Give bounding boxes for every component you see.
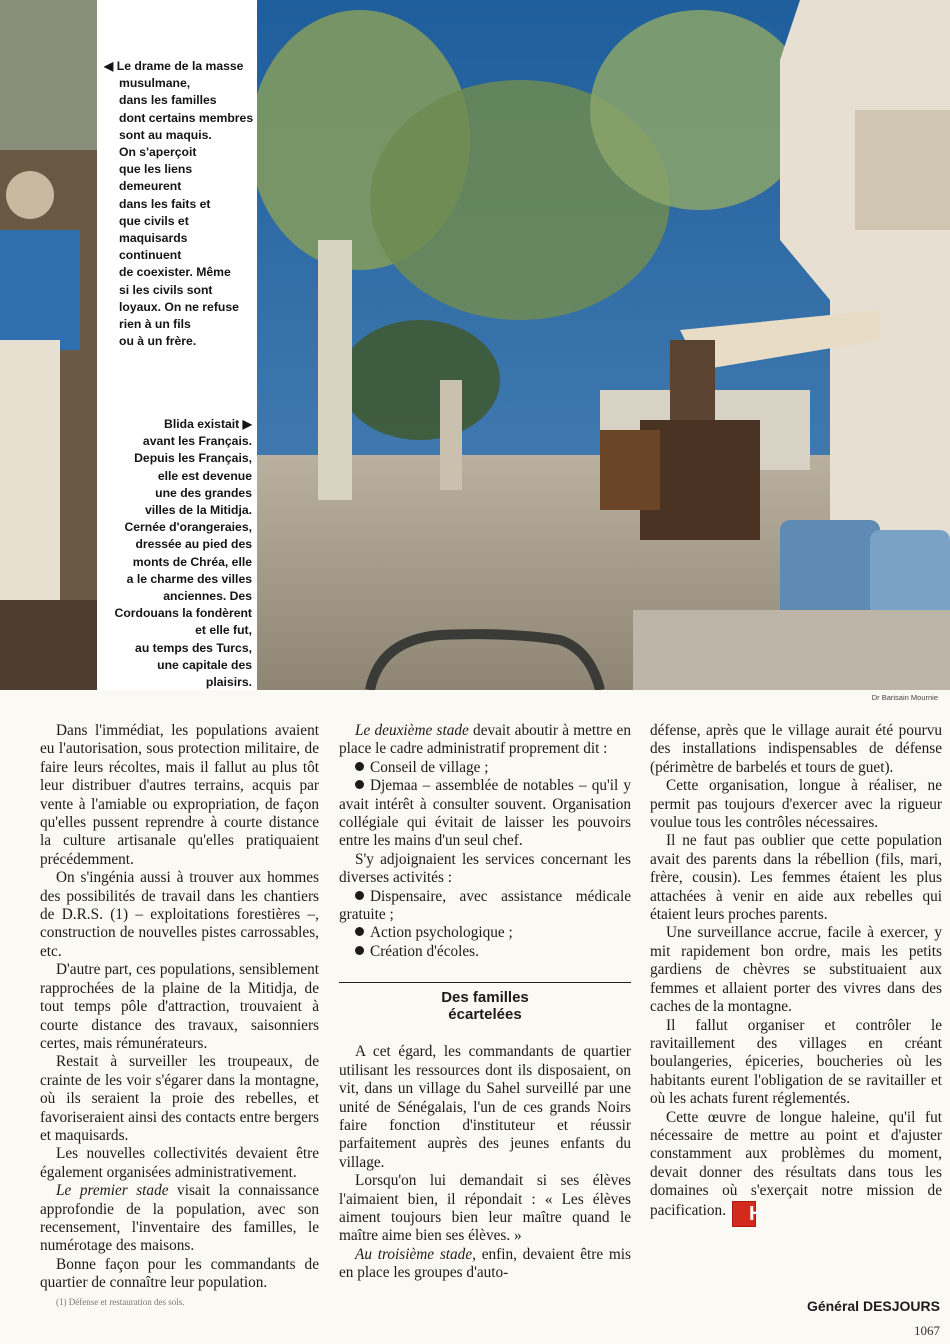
caption-line: musulmane, — [119, 76, 191, 91]
paragraph: Il ne faut pas oublier que cette population avait des parents dans la rébellion (fils, mari, frère, cousin). Les femmes étaient les plus attachées à venir en aide aux rebelles qui étaient leurs proches parents. — [650, 832, 942, 924]
publication-logo: H — [732, 1201, 756, 1227]
paragraph: Cette organisation, longue à réaliser, ne permit pas toujours d'exercer avec la rigueur voulue tous les contrôles nécessaires. — [650, 777, 942, 832]
caption-line: continuent — [119, 248, 182, 263]
bullet-text: Création d'écoles. — [370, 942, 479, 960]
paragraph: défense, après que le village aurait été pourvu des installations indispensables de défense (périmètre de barbelés et tours de guet). — [650, 722, 942, 776]
caption-line: que les liens — [119, 162, 193, 177]
paragraph: Dans l'immédiat, les populations avaient eu l'autorisation, sous protection militaire, de faire leurs récoltes, mais il fallut au plus tôt leur distribuer d'autres terrains, acquis par vente à l'amiable ou expropriation, de façon qu'elles pussent reprendre à courte distance la culture artisanale qu'elles pratiquaient précédemment. — [40, 722, 319, 868]
caption-line: dans les faits et — [119, 196, 211, 211]
section-heading — [339, 982, 631, 1023]
paragraph: A cet égard, les commandants de quartier utilisant les ressources dont ils disposaient, on vit, dans un village du Sahel surveillé par une unité de Sénégalais, l'un de ces grands Noirs faire fonction d'instituteur et réussir parfaitement auprès des jeunes enfants du village. — [339, 1043, 631, 1171]
paragraph-text: Cette œuvre de longue haleine, qu'il fut nécessaire de mettre au point et d'ajuster constamment aux problèmes du moment, devait donner des résultats dans tous les domaines où s'exerçait notre mission de pacification. — [650, 1108, 942, 1219]
caption-line: une des grandes — [155, 485, 252, 500]
photo-credit: Dr Barisain Mournie — [871, 693, 938, 702]
bullet-item — [339, 888, 631, 925]
section-heading-line: écartelées — [448, 1006, 522, 1024]
bullet-text: Conseil de village ; — [370, 758, 489, 776]
caption-line: a le charme des villes — [126, 571, 252, 586]
caption-line: ◀ Le drame de la masse — [104, 59, 244, 73]
caption-line: avant les Français. — [142, 434, 252, 449]
photo-caption-right — [104, 416, 252, 691]
left-arrow-icon: ◀ — [104, 59, 117, 73]
caption-line: et elle fut, — [195, 623, 252, 638]
photo-caption-left — [104, 58, 254, 350]
text-column-1 — [40, 722, 319, 1311]
caption-line: dressée au pied des — [135, 537, 252, 552]
bullet-text: Action psychologique ; — [370, 924, 513, 942]
bullet-item — [339, 943, 631, 961]
paragraph — [339, 1246, 631, 1283]
caption-line: rien à un fils — [119, 317, 191, 332]
bullet-text: Dispensaire, avec assistance médicale gratuite ; — [339, 887, 631, 924]
paragraph-text: visait la connaissance approfondie de la population, avec son recensement, l'inventaire des familles, le numérotage des maisons. — [40, 1182, 319, 1255]
paragraph: Lorsqu'on lui demandait si ses élèves l'aimaient bien, il répondait : « Les élèves aiment toujours bien leur maître quand le maître aime bien ses élèves. » — [339, 1172, 631, 1245]
emphasis: Le premier stade — [56, 1182, 169, 1200]
paragraph: Une surveillance accrue, facile à exercer, y mit rapidement bon ordre, mais les petits gardiens de chèvres se substituaient aux femmes et allaient porter des vivres dans des caches de la montagne. — [650, 924, 942, 1016]
paragraph: S'y adjoignaient les services concernant les diverses activités : — [339, 850, 631, 887]
paragraph: Restait à surveiller les troupeaux, de crainte de les voir s'égarer dans la montagne, où ils seraient la proie des rebelles, et favoriseraient ainsi des contacts entre bergers et maquisards. — [40, 1053, 319, 1144]
caption-line: que civils et maquisards — [119, 213, 189, 246]
caption-line: Depuis les Français, — [134, 451, 252, 466]
paragraph: Il fallut organiser et contrôler le ravitaillement des villages en créant boulangeries, épiceries, boucheries où les habitants eurent l'obligation de se ravitailler et où les achats furent réglementés. — [650, 1016, 942, 1108]
caption-line: ou à un frère. — [119, 334, 197, 349]
bullet-item — [339, 777, 631, 851]
right-arrow-icon: ▶ — [239, 417, 252, 431]
paragraph: On s'ingénia aussi à trouver aux hommes des possibilités de travail dans les chantiers de D.R.S. (1) – exploitations forestières –, construction de nouvelles pistes carrossables, etc. — [40, 869, 319, 960]
caption-line: une capitale des — [157, 657, 252, 672]
caption-line: dans les familles — [119, 93, 217, 108]
emphasis: Au troisième stade, — [355, 1245, 476, 1263]
paragraph: D'autre part, ces populations, sensiblement rapprochées de la plaine de la Mitidja, de tout temps pôle d'attraction, trouvaient à courte distance des travaux, saisonniers certes, mais rémunérateurs. — [40, 961, 319, 1052]
caption-line: Cernée d'orangeraies, — [124, 520, 252, 535]
caption-line: monts de Chréa, elle — [132, 554, 252, 569]
author-signature: Général DESJOURS — [806, 1298, 940, 1314]
caption-line: elle est devenue — [157, 468, 252, 483]
bullet-icon — [355, 946, 364, 955]
caption-line: si les civils sont — [119, 282, 213, 297]
bullet-item — [339, 924, 631, 942]
caption-line: dont certains membres — [119, 110, 254, 125]
bullet-icon — [355, 927, 364, 936]
paragraph: Bonne façon pour les commandants de quartier de connaître leur population. — [40, 1255, 319, 1292]
caption-line: sont au maquis. — [119, 127, 212, 142]
bullet-text: Djemaa – assemblée de notables – qu'il y avait intérêt à consulter souvent. Organisation collégiale qui évitait de laisser les pouvoirs entre les mains d'un seul chef. — [339, 777, 631, 850]
caption-line: anciennes. Des — [163, 589, 252, 604]
footnote: (1) Défense et restauration des sols. — [56, 1296, 185, 1307]
caption-line: loyaux. On ne refuse — [119, 299, 239, 314]
page-number: 1067 — [914, 1323, 940, 1338]
caption-line: au temps des Turcs, — [135, 640, 252, 655]
text-column-3 — [650, 722, 942, 1227]
caption-line: Blida existait ▶ — [164, 417, 252, 431]
bullet-icon — [355, 762, 364, 771]
paragraph-text: enfin, devaient être mis en place les groupes d'auto- — [339, 1245, 631, 1282]
caption-line: de coexister. Même — [119, 265, 231, 280]
caption-line: Cordouans la fondèrent — [114, 606, 252, 621]
caption-line: On s'aperçoit — [119, 145, 197, 160]
paragraph: Les nouvelles collectivités devaient être également organisées administrativement. — [40, 1145, 319, 1181]
paragraph-text: devait aboutir à mettre en place le cadre administratif proprement dit : — [339, 722, 631, 758]
paragraph — [339, 722, 631, 759]
caption-line: villes de la Mitidja. — [144, 503, 252, 518]
section-heading-line: Des familles — [441, 989, 529, 1007]
caption-line: plaisirs. — [205, 675, 252, 690]
paragraph — [40, 1182, 319, 1256]
caption-line: demeurent — [119, 179, 182, 194]
emphasis: Le deuxième stade — [355, 722, 469, 739]
paragraph — [650, 1109, 942, 1227]
bullet-icon — [355, 780, 364, 789]
bullet-icon — [355, 891, 364, 900]
text-column-2 — [339, 722, 631, 1283]
bullet-item — [339, 759, 631, 777]
